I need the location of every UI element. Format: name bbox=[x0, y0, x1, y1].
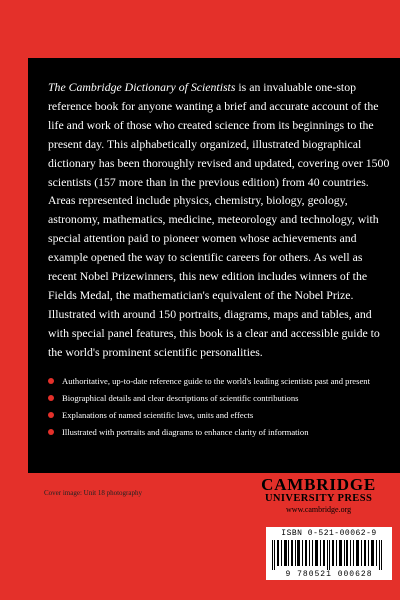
bullet-icon bbox=[48, 412, 54, 418]
publisher-subtitle: UNIVERSITY PRESS bbox=[264, 493, 373, 504]
blurb-body: is an invaluable one-stop reference book for anyone wanting a brief and accurate account of the life and work of those who created science from its beginnings to the present day. This alphabetically organized, illustrated biographical dictionary has been thoroughly revised and updated, covering over 1500 scientists (157 more than in the previous edition) from 40 countries. Areas represented include physics, chemistry, biology, geology, astronomy, mathematics, medicine, meteorology and technology, with special attention paid to pioneer women whose achievements and example opened the way to scientific careers for others. As well as recent Nobel Prizewinners, this new edition includes winners of the Fields Medal, the mathematician's equivalent of the Nobel Prize. Illustrated with around 150 portraits, diagrams, maps and tables, and with special panel features, this book is a clear and accessible guide to the world's prominent scientific personalities. bbox=[48, 80, 390, 359]
cover-credit: Cover image: Unit 18 photography bbox=[44, 489, 142, 497]
feature-list bbox=[48, 375, 393, 443]
publisher-name: CAMBRIDGE bbox=[261, 475, 376, 494]
blurb-text bbox=[48, 78, 390, 362]
isbn-text: ISBN 0-521-00062-9 bbox=[281, 529, 377, 538]
publisher-logo bbox=[261, 477, 376, 515]
bullet-icon bbox=[48, 429, 54, 435]
isbn-barcode-box bbox=[266, 527, 392, 580]
bullet-icon bbox=[48, 395, 54, 401]
publisher-url: www.cambridge.org bbox=[286, 505, 352, 514]
barcode-digits: 9 780521 000628 bbox=[285, 570, 373, 579]
bullet-icon bbox=[48, 378, 54, 384]
feature-item: Authoritative, up-to-date reference guide to the world's leading scientists past and present bbox=[48, 375, 393, 387]
barcode-icon bbox=[272, 540, 386, 570]
book-title-italic: The Cambridge Dictionary of Scientists bbox=[48, 80, 236, 94]
feature-item: Biographical details and clear descriptions of scientific contributions bbox=[48, 392, 393, 404]
feature-item: Illustrated with portraits and diagrams to enhance clarity of information bbox=[48, 426, 393, 438]
feature-item: Explanations of named scientific laws, units and effects bbox=[48, 409, 393, 421]
back-cover-panel bbox=[28, 58, 400, 473]
